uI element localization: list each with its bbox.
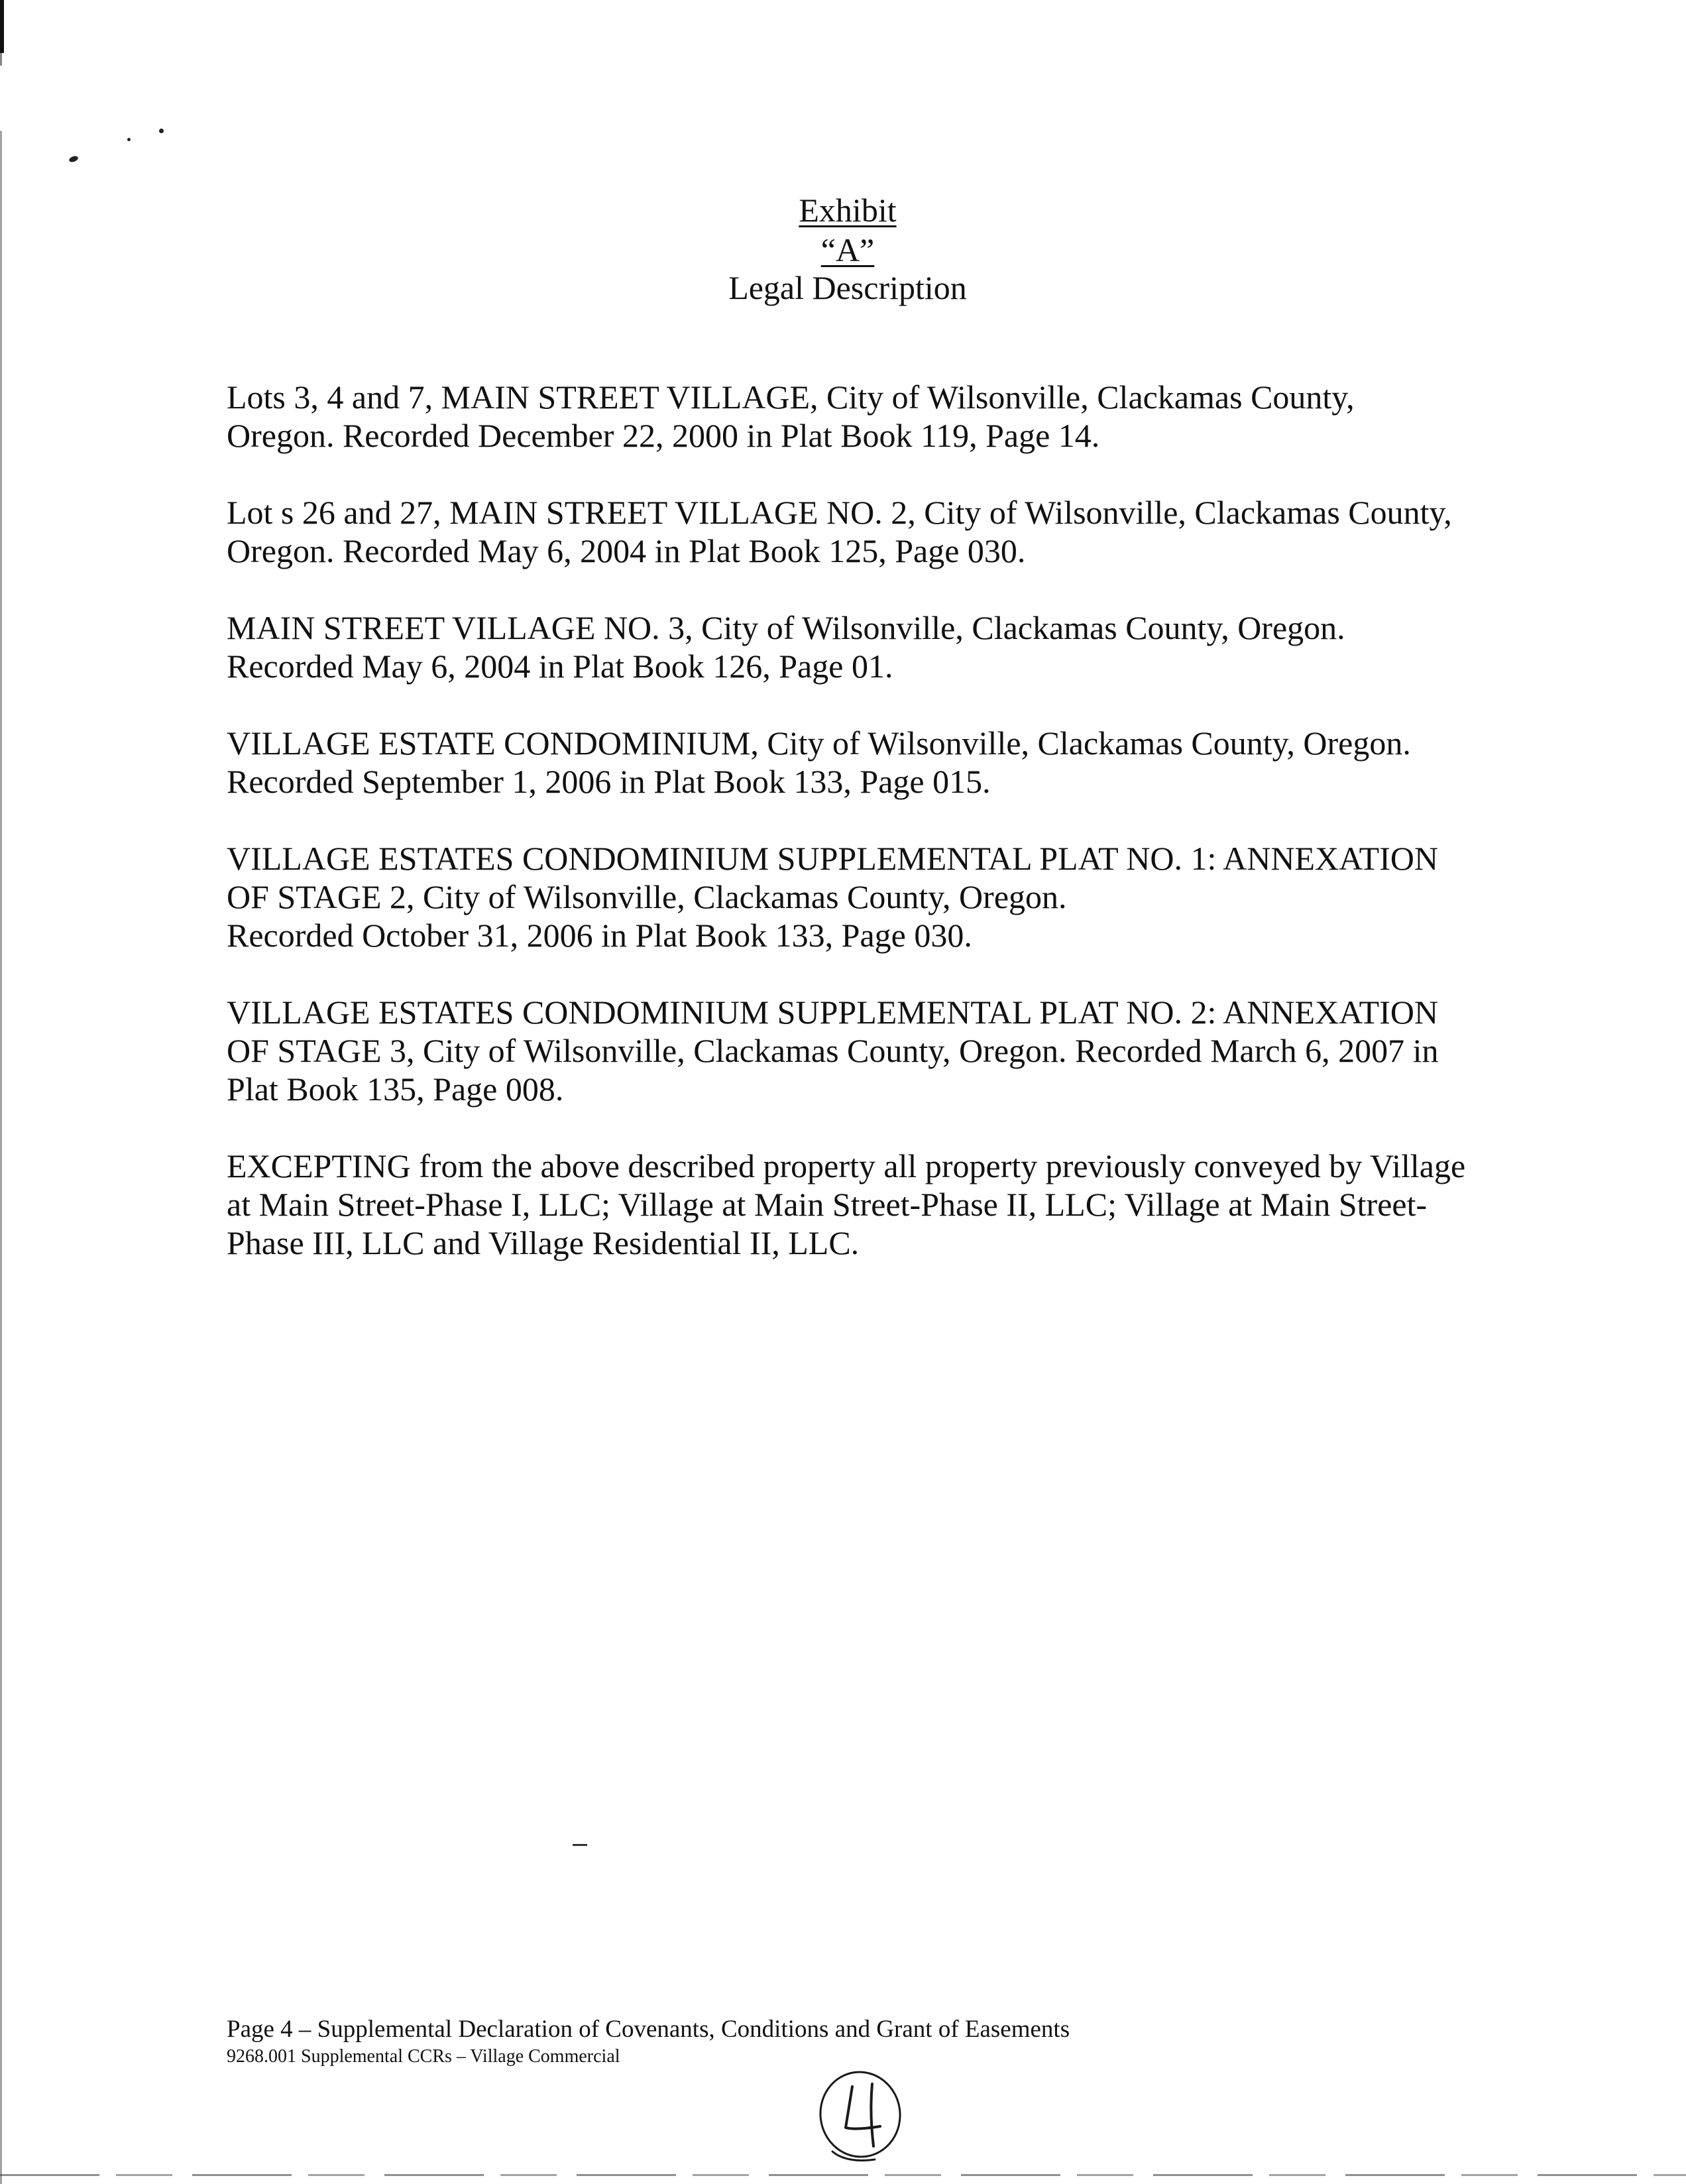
stray-dash-mark [573,1844,587,1846]
exhibit-title: Exhibit “A” [799,192,897,268]
text-line: Oregon. Recorded December 22, 2000 in Plat Book 119, Page 14. [227,417,1100,454]
handwritten-circle [815,2067,906,2161]
paragraph-supplemental-plat-2 [227,993,1486,1108]
scan-left-edge [0,0,2,2184]
legal-description-heading: Legal Description [728,269,967,306]
text-line: Lots 3, 4 and 7, MAIN STREET VILLAGE, City of Wilsonville, Clackamas County, [227,378,1355,416]
paragraph-village-no-3 [227,608,1486,685]
scan-corner-mark [0,0,4,53]
text-line: Recorded September 1, 2006 in Plat Book 133, Page 015. [227,763,991,800]
text-line: OF STAGE 3, City of Wilsonville, Clackamas County, Oregon. Recorded March 6, 2007 in [227,1032,1439,1069]
scan-speck [127,138,131,141]
paragraph-village-estate-condominium [227,724,1486,801]
text-line: VILLAGE ESTATE CONDOMINIUM, City of Wilsonville, Clackamas County, Oregon. [227,724,1411,762]
text-line: MAIN STREET VILLAGE NO. 3, City of Wilsonville, Clackamas County, Oregon. [227,609,1345,646]
legal-description-body [227,378,1486,1300]
text-line: OF STAGE 2, City of Wilsonville, Clackamas County, Oregon. [227,878,1067,915]
paragraph-lots-26-27 [227,493,1486,570]
text-line: Recorded May 6, 2004 in Plat Book 126, Page 01. [227,648,893,685]
text-line: Lot s 26 and 27, MAIN STREET VILLAGE NO. 2, City of Wilsonville, Clackamas County, [227,494,1452,531]
paragraph-excepting [227,1147,1486,1262]
text-line: Oregon. Recorded May 6, 2004 in Plat Book 125, Page 030. [227,532,1026,569]
paragraph-supplemental-plat-1 [227,839,1486,954]
text-line: VILLAGE ESTATES CONDOMINIUM SUPPLEMENTAL PLAT NO. 2: ANNEXATION [227,994,1439,1031]
paragraph-lots-3-4-7 [227,378,1486,455]
scan-bottom-edge [0,2174,1686,2176]
handwritten-page-number [814,2067,907,2166]
text-line: Recorded October 31, 2006 in Plat Book 133, Page 030. [227,917,972,954]
text-line: EXCEPTING from the above described property all property previously conveyed by Village [227,1147,1466,1184]
text-line: VILLAGE ESTATES CONDOMINIUM SUPPLEMENTAL PLAT NO. 1: ANNEXATION [227,840,1439,877]
text-line: Phase III, LLC and Village Residential II, LLC. [227,1224,860,1261]
text-line: Plat Book 135, Page 008. [227,1070,564,1108]
footer-page-line: Page 4 – Supplemental Declaration of Covenants, Conditions and Grant of Easements [227,2016,1070,2043]
handwritten-digit-four [846,2084,880,2146]
text-line: at Main Street-Phase I, LLC; Village at Main Street-Phase II, LLC; Village at Main Street- [227,1186,1428,1223]
footer-file-reference: 9268.001 Supplemental CCRs – Village Commercial [227,2046,620,2067]
scan-speck [159,129,164,133]
scan-speck [68,155,79,163]
